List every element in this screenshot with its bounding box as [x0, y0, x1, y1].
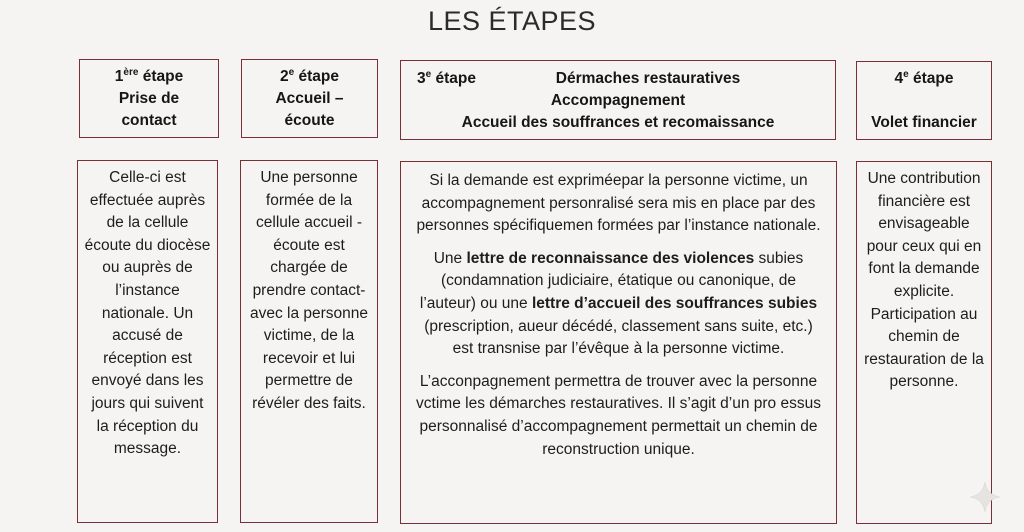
- step-3-paragraph-2: Une lettre de reconnaissance des violences subies (condamnation judiciaire, étatique ou canonique, de l’auteur) ou une lettre d’accueil des souffrances subies (prescription, aueur décédé, classement sans suite, etc.) est transnise par l’évêque à la personne victime.: [419, 249, 818, 358]
- step-3-title-line-1: Dérmaches restauratives: [555, 70, 741, 87]
- step-3-title-line-3: Accueil des souffrances et recomaissance: [461, 114, 775, 131]
- step-1-header: [79, 59, 219, 138]
- step-1-text: Celle-ci est effectuée auprès de la cellule écoute du diocèse ou auprès de l’instance nationale. Un accusé de réception est envoyé dans les jours qui suivent la réception du message.: [84, 169, 211, 458]
- step-3-paragraph-1: Si la demande est expriméepar la personne victime, un accompagnement personralisé sera mis en place par des personnes spécifiquemen formées par l’instance nationale.: [416, 172, 821, 235]
- step-3-label: 3e étape: [417, 68, 476, 87]
- step-1-title-line-1: Prise de: [118, 90, 180, 107]
- step-2-body: [240, 160, 378, 523]
- step-3-title-line-2: Accompagnement: [550, 92, 686, 109]
- step-3-paragraph-3: L’acconpagnement permettra de trouver avec la personne vctime les démarches restauratives. Il s’agit d’un pro essus personnalisé d’accompagnement permettait un chemin de reconstruction unique.: [416, 372, 821, 458]
- step-4-body: [856, 161, 992, 524]
- sparkle-icon: [968, 480, 1002, 514]
- page-title: LES ÉTAPES: [427, 6, 597, 36]
- step-4-label: 4e étape: [894, 68, 954, 87]
- step-2-header: [241, 59, 378, 138]
- step-2-title-line-2: écoute: [284, 112, 335, 129]
- step-1-label: 1ère étape: [114, 66, 184, 85]
- step-2-title-line-1: Accueil –: [275, 90, 344, 107]
- step-2-label: 2e étape: [280, 66, 339, 85]
- step-3-header: [400, 60, 836, 140]
- step-4-text: Une contribution financière est envisageable pour ceux qui en font la demande explicite. Participation au chemin de restauration de la personne.: [864, 170, 984, 391]
- step-4-title: Volet financier: [871, 114, 977, 131]
- step-2-text: Une personne formée de la cellule accueil - écoute est chargée de prendre contact-avec la personne victime, de la recevoir et lui permettre de révéler des faits.: [249, 169, 369, 412]
- step-1-title-line-2: contact: [121, 112, 177, 129]
- step-3-body: [400, 161, 837, 524]
- step-1-body: [77, 160, 218, 523]
- step-4-header: [856, 61, 992, 140]
